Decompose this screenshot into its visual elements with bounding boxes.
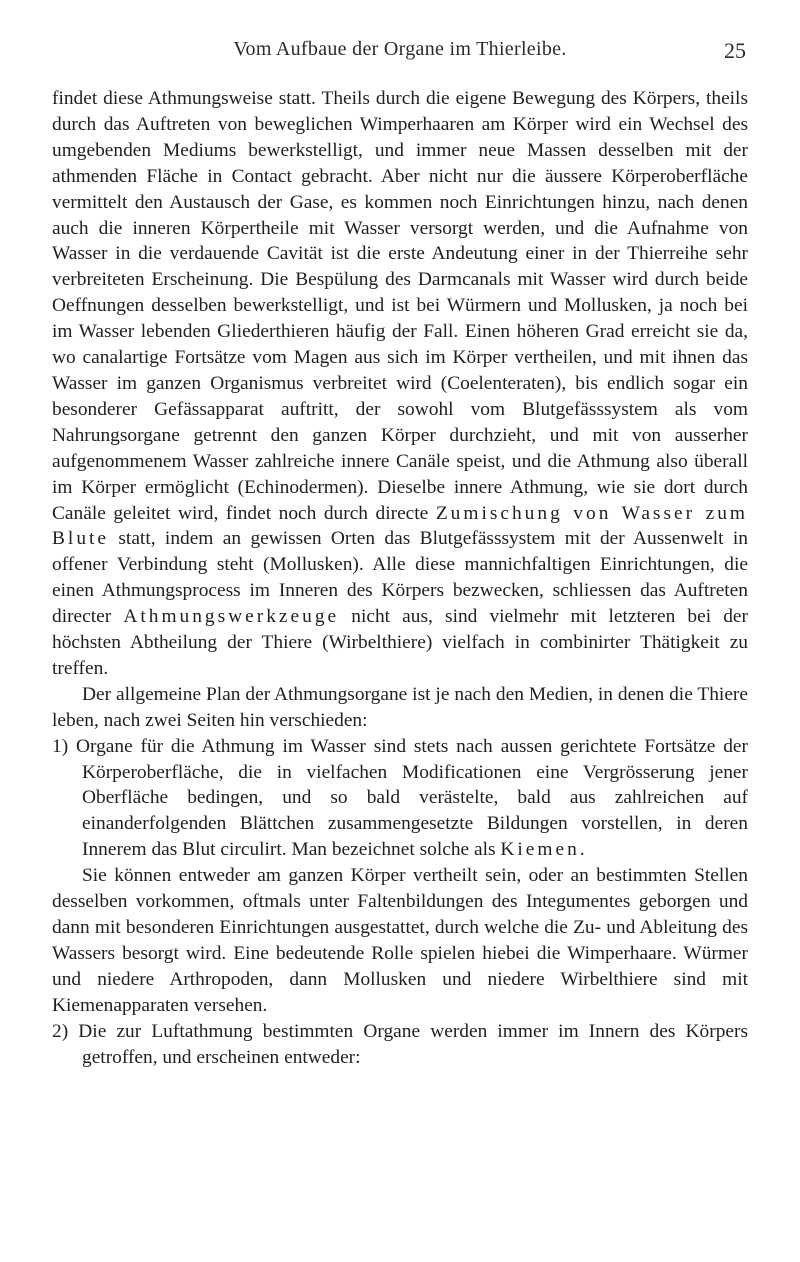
paragraph-4: Sie können entweder am ganzen Körper vertheilt sein, oder an bestimmten Stellen desselben vorkommen, oftmals unter Faltenbildungen des Integumentes geborgen und dann mit besonderen Einrichtungen ausgestattet, durch welche die Zu- und Ableitung des Wassers besorgt wird. Eine bedeutende Rolle spielen hiebei die Wimperhaare. Würmer und niedere Arthropoden, dann Mollusken und niedere Wirbelthiere sind mit Kiemenapparaten versehen.	[52, 865, 748, 1016]
paragraph-1-text-c: statt, indem an gewissen Orten das Blutgefässsystem mit der Aussenwelt in offener Verbindung steht (Mollusken). Alle diese mannichfaltigen Einrichtungen, die einen Athmungsprocess im Inneren des Körpers bezwecken, schliessen das Auftreten directer	[52, 528, 748, 628]
paragraph-1-text-e: nicht aus, sind vielmehr mit letzteren bei der höchsten Abtheilung der Thiere (Wirbelthiere) vielfach in combinirter Thätigkeit zu treffen.	[52, 606, 748, 679]
spaced-term-athmungswerkzeuge: Athmungswerkzeuge	[123, 606, 340, 628]
list-item-1-text-c: .	[579, 839, 585, 861]
body-text	[52, 86, 748, 1070]
paragraph-1-text-a: findet diese Athmungsweise statt. Theils durch die eigene Bewegung des Körpers, theils durch das Auftreten von beweglichen Wimperhaaren am Körper wird ein Wechsel des umgebenden Mediums bewerkstelligt, und immer neue Massen desselben mit der athmenden Fläche in Contact gebracht. Aber nicht nur die äussere Körperoberfläche vermittelt den Austausch der Gase, es kommen noch Einrichtungen hinzu, nach denen auch die inneren Körpertheile mit Wasser versorgt werden, und die Aufnahme von Wasser in die verdauende Cavität ist die erste Andeutung einer in der Thierreihe sehr verbreiteten Erscheinung. Die Bespülung des Darmcanals mit Wasser wird durch beide Oeffnungen desselben bewerkstelligt, und ist bei Würmern und Mollusken, ja noch bei im Wasser lebenden Gliederthieren häufig der Fall. Einen höheren Grad erreicht sie da, wo canalartige Fortsätze vom Magen aus sich im Körper vertheilen, und mit ihnen das Wasser im ganzen Organismus verbreitet wird (Coelenteraten), bis endlich sogar ein besonderer Gefässapparat auftritt, der sowohl vom Blutgefässsystem als vom Nahrungsorgane getrennt den ganzen Körper durchzieht, und mit von ausserher aufgenommenem Wasser zahlreiche innere Canäle speist, und die Athmung also überall im Körper ermöglicht (Echinodermen). Dieselbe innere Athmung, wie sie dort durch Canäle geleitet wird, findet noch durch directe	[52, 88, 748, 524]
page-number: 25	[724, 38, 746, 63]
spaced-term-zumischung: Zumischung von Wasser zum Blute	[52, 502, 748, 550]
spaced-term-kiemen: Kiemen	[500, 839, 580, 861]
running-head	[52, 38, 748, 68]
list-item-1-text-a: 1) Organe für die Athmung im Wasser sind stets nach aussen gerichtete Fortsätze der Körperoberfläche, die in vielfachen Modificationen eine Vergrösserung jener Oberfläche bedingen, und so bald verästelte, bald aus zahlreichen auf einanderfolgenden Blättchen zusammengesetzte Bildungen vorstellen, in deren Innerem das Blut circulirt. Man bezeichnet solche als	[52, 735, 748, 861]
list-item-1	[52, 734, 748, 864]
running-title: Vom Aufbaue der Organe im Thierleibe.	[233, 38, 567, 60]
paragraph-1	[52, 86, 748, 682]
paragraph-2: Der allgemeine Plan der Athmungsorgane ist je nach den Medien, in denen die Thiere leben, nach zwei Seiten hin verschieden:	[52, 683, 748, 731]
list-item-2: 2) Die zur Luftathmung bestimmten Organe werden immer im Innern des Körpers getroffen, und erscheinen entweder:	[52, 1020, 748, 1068]
